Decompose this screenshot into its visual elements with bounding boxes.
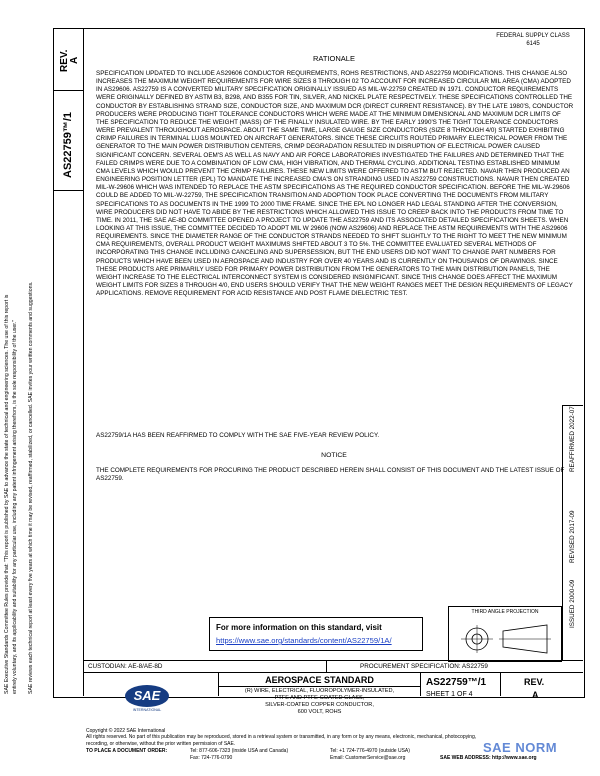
tel-usa: Tel: 877-606-7323 (inside USA and Canada) (190, 748, 289, 754)
custodian-divider (326, 660, 327, 672)
custodian: CUSTODIAN: AE-8/AE-8D (88, 663, 163, 670)
rev-value: A (69, 56, 80, 64)
doc-number-cell (53, 90, 83, 191)
disclaimer-line-2: entirely voluntary, and its applicability and suitability for any particular use, including any patent infringement arising therefrom, is the sole responsibility of the user." (12, 320, 18, 694)
title-rev-value: A (532, 690, 539, 700)
order-label: TO PLACE A DOCUMENT ORDER: (86, 748, 168, 754)
tel-outside: Tel: +1 724-776-4970 (outside USA) (330, 748, 410, 754)
standard-link[interactable]: https://www.sae.org/standards/content/AS22759/1A/ (216, 636, 392, 645)
description (219, 688, 420, 716)
sheet-number: SHEET 1 OF 4 (426, 691, 473, 698)
title-block-rule-2 (83, 672, 583, 673)
rights: All rights reserved. No part of this publication may be reproduced, stored in a retrieval system or transmitted, in any form or by any means, electronic, mechanical, photocopying, (86, 734, 477, 741)
docnum-divider (420, 672, 421, 696)
doc-number-vertical: AS22759™/1 (62, 111, 74, 178)
sae-logo: SAE (125, 685, 169, 707)
issued-date: ISSUED 2000-09 (569, 579, 576, 628)
description-line-4: 600 VOLT, ROHS (297, 709, 342, 715)
federal-supply-class (487, 32, 579, 48)
title-block-top-rule (83, 660, 583, 661)
projection-label: THIRD ANGLE PROJECTION (471, 609, 539, 615)
rationale-text: SPECIFICATION UPDATED TO INCLUDE AS29606 CONDUCTOR REQUIREMENTS, ROHS RESTRICTIONS, AND AS22759 MODIFICATIONS. THIS CHANGE ALSO INCREASES THE MAXIMUM WEIGHT REQUIREMENTS FOR WIRE SIZES 8 THROUGH 02 TO ACCOUNT FOR INCREASED CIRCULAR MIL AREA (CMA) ADOPTED IN AS29606. AS22759 IS A CONVERTED MILITARY SPECIFICATION ORIGINALLY ISSUED AS MIL-W-22759 CREATED IN 1971. CONDUCTOR REQUIREMENTS WERE ORIGINALLY DEFINED BY ASTM B3, B298, AND B355 FOR TIN, SILVER, AND NICKEL PLATE RESPECTIVELY. THESE SPECIFICATIONS CONTROLLED THE CONDUCTOR BY ESTABLISHING STRAND SIZE, CONDUCTOR SIZE, AND MAXIMUM DCR (DIRECT CURRENT RESISTANCE). BY THE LATE 1980'S, CONDUCTOR PRODUCERS WERE PRODUCING TIGHT TOLERANCE CONDUCTORS WHICH WERE MADE AT THE MINIMUM DIMENSIONAL AND MAXIMUM DCR LIMITS OF THE SPECIFICATION TO REDUCE THE WEIGHT (MASS) OF THE FINALLY INSULATED WIRE. BY THE EARLY 1990'S THE TIGHT TOLERANCE CONDUCTORS WERE PREVALENT THROUGHOUT AEROSPACE. ABOUT THE SAME TIME, LARGE GAUGE SIZE CONDUCTORS (SIZE 8 THROUGH 4/0) STARTED EXHIBITING CRIMP FAILURES IN TERMINAL LUGS MOUNTED ON AIRCRAFT GENERATORS. SINCE THESE CIRCUITS ROUTED PRIMARY ELECTRICAL POWER FROM THE GENERATOR TO THE MAIN POWER DISTRIBUTION CENTERS, CRIMP DEGRADATION RESULTED IN DISRUPTION OF ELECTRICAL POWER CAUSED SIGNIFICANT CONCERN. SEVERAL OEM'S AS WELL AS NAVY AND AIR FORCE LABORATORIES INVESTIGATED THE FAILURES AND DETERMINED THAT THE FAILED CRIMPS WERE DUE TO A COMBINATION OF LOW CMA, HIGH VIBRATION, AND THERMAL CYCLING. ADDITIONAL TESTING ESTABLISHED MINIMUM CMA LEVELS WHICH WOULD PREVENT THE CRIMP FAILURES. THESE NEW LIMITS WERE OFFERED TO ASTM BUT REJECTED. NAVAIR THEN PRODUCED AN ENGINEERING POSITION LETTER (EPL) TO MANDATE THE INCREASED CMA'S ON STRANDING USED IN AS22759 CONSTRUCTIONS. NAVAIR THEN CREATED MIL-W-29606 WHICH WAS INTENDED TO REPLACE THE ASTM SPECIFICATIONS AS THE REQUIRED CONDUCTOR SPECIFICATION. BEFORE THE MIL-W-29606 COULD BE ADDED TO MIL-W-22759, THE SPECIFICATION TRANSITION AND ADOPTION TOOK PLACE CONVERTING THE DOCUMENTS FROM MILITARY SPECIFICATIONS TO AS DOCUMENTS IN THE 1999 TO 2000 TIME FRAME. SINCE THE EPL NO LONGER HAD LEGAL STANDING AFTER THE CONVERSION, WIRE PRODUCERS DID NOT HAVE TO ABIDE BY THE RESTRICTIONS WHICH ALLOWED THIS ISSUE TO CREEP BACK INTO THE PRODUCTS FROM TIME TO TIME. IN 2011, THE SAE AE-8D COMMITTEE OPENED A PROJECT TO UPDATE THE AS22759 AND ITS ASSOCIATED DETAILED SPECIFICATION SHEETS. WHEN LOOKING AT THIS ISSUE, THE COMMITTEE DECIDED TO ADOPT MIL W 29606 (NOW AS29606) AND REPLACE THE ASTM REQUIREMENTS WITH THE AS29606 REQUIREMENTS. SINCE THE DIAMETER RANGE OF THE CONDUCTOR STRANDS NEEDED TO SHIFT SLIGHTLY TO THE RIGHT TO MEET THE NEW MINIMUM CMA REQUIREMENTS, OVERALL PRODUCT WEIGHT MAXIMUMS SHIFTED ABOUT 3 TO 5%. THE COMMITTEE EVALUATED SEVERAL METHODS OF INCORPORATING THIS CHANGE INCLUDING CANCELING AND SUPERSESSION, BUT THE END USERS DID NOT WANT TO CHANGE PART NUMBERS FOR PRODUCTS WHICH HAVE BEEN USED IN AEROSPACE AND INDUSTRY FOR OVER 40 YEARS AND IS CURRENTLY ON THOUSANDS OF DRAWINGS. SINCE THESE PRODUCTS ARE PRIMARILY USED FOR PRIMARY POWER DISTRIBUTION FROM THE GENERATORS TO THE MAIN DISTRIBUTION PANELS, THE WEIGHT INCREASE TO THE ELECTRICAL INTERCONNECT SYSTEM IS CONSIDERED INSIGNIFICANT. SINCE THIS CHANGE DOES AFFECT THE MAXIMUM WEIGHT LIMITS FOR SIZES 8 THROUGH 4/0, END USERS SHOULD VERIFY THAT THE NEW WEIGHT RANGES MEET THE DESIGN REQUIREMENTS OF LEGACY APPLICATIONS. REMOVE REQUIREMENT FOR ACID RESISTANCE AND POST FLAME DIELECTRIC TEST. (96, 70, 574, 298)
info-box (209, 617, 423, 651)
title-rev-label: REV. (524, 677, 545, 687)
standard-type: AEROSPACE STANDARD (265, 675, 374, 685)
rationale-title: RATIONALE (313, 54, 355, 63)
description-line-1: (R) WIRE, ELECTRICAL, FLUOROPOLYMER-INSULATED, (244, 688, 395, 694)
notice-text: THE COMPLETE REQUIREMENTS FOR PROCURING THE PRODUCT DESCRIBED HEREIN SHALL CONSIST OF THIS DOCUMENT AND THE LATEST ISSUE OF AS22759. (96, 467, 565, 483)
rights-2: recording, or otherwise, without the prior written permission of SAE. (86, 740, 236, 747)
fsc-number: 6145 (526, 41, 540, 47)
email[interactable]: Email: CustomerService@sae.org (330, 755, 406, 761)
description-line-3: SILVER-COATED COPPER CONDUCTOR, (265, 702, 374, 708)
third-angle-projection (448, 606, 562, 662)
reaffirmed-date: REAFFIRMED 2022-07 (569, 406, 576, 472)
revised-date: REVISED 2017-09 (569, 510, 576, 563)
title-doc-number: AS22759™/1 (426, 677, 487, 688)
footer (86, 728, 476, 747)
reaffirmed-statement: AS22759/1A HAS BEEN REAFFIRMED TO COMPLY WITH THE SAE FIVE-YEAR REVIEW POLICY. (96, 432, 380, 439)
disclaimer-line-1: SAE Executive Standards Committee Rules provide that: "This report is published by SAE to advance the state of technical and engineering sciences. The use of this report is (4, 294, 10, 694)
rev-label: REV. (59, 49, 70, 72)
standard-type-rule (218, 686, 420, 687)
fsc-label: FEDERAL SUPPLY CLASS (496, 33, 570, 39)
copyright: Copyright © 2022 SAE International (86, 728, 166, 734)
watermark-logo: SAE NORM (483, 740, 558, 755)
projection-symbol-icon (449, 617, 561, 661)
rev-divider (500, 672, 501, 696)
procurement-spec: PROCUREMENT SPECIFICATION: AS22759 (360, 663, 488, 670)
description-line-2: PTFE AND PTFE-COATED GLASS, (274, 695, 365, 701)
info-heading: For more information on this standard, visit (216, 623, 382, 632)
fax: Fax: 724-776-0790 (190, 755, 233, 761)
sae-logo-sub: INTERNATIONAL (132, 708, 162, 712)
date-strip (562, 405, 583, 660)
rev-cell (53, 28, 83, 91)
notice-title: NOTICE (321, 452, 347, 459)
disclaimer-line-3: SAE reviews each technical report at least every five years at which time it may be revised, reaffirmed, stabilized, or cancelled. SAE invites your written comments and suggestions. (28, 281, 34, 694)
web-address[interactable]: SAE WEB ADDRESS: http://www.sae.org (440, 755, 537, 761)
